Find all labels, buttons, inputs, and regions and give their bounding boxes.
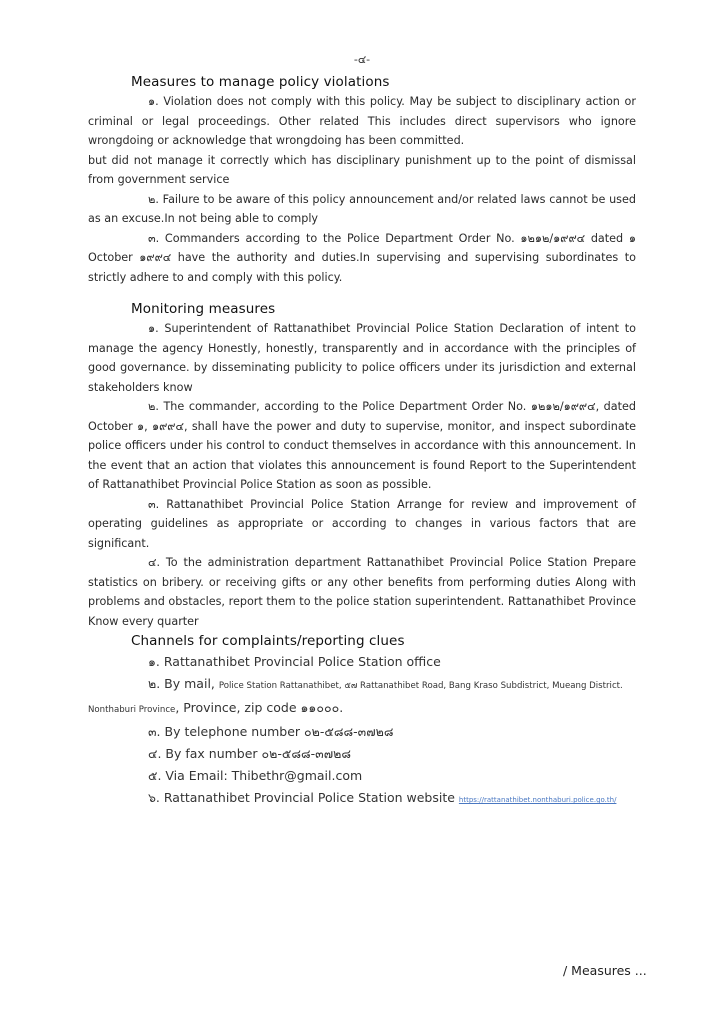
monitoring-item-2-text: ๒. The commander, according to the Police Department Order No. ๑๒๑๒/๑๙๙๔, dated October ๑, ๑๙๙๔, shall have the power and duty to supervise, monitor, and inspect subordinate police officers under his control to conduct themselves in accordance with this announcement. In the event that an action that violates this announcement is found Report to the Superintendent of Rattanathibet Provincial Police Station as soon as possible. [88, 400, 636, 491]
channel-item-website [148, 787, 636, 811]
channel-item-mail [148, 673, 636, 697]
channel-website-label: ๖. Rattanathibet Provincial Police Station website [148, 790, 459, 805]
channel-mail-address: Police Station Rattanathibet, ๕๗ Rattanathibet Road, Bang Kraso Subdistrict, Mueang District. [218, 681, 623, 691]
monitoring-item-1-text: ๑. Superintendent of Rattanathibet Provincial Police Station Declaration of intent to manage the agency Honestly, honestly, transparently and in accordance with the principles of good governance. by disseminating publicity to police officers under its jurisdiction and external stakeholders know [88, 322, 636, 394]
section-heading-channels: Channels for complaints/reporting clues [131, 633, 405, 649]
channel-item-mail-continued [88, 697, 636, 721]
spacer [88, 287, 636, 299]
page-number: -๔- [353, 53, 371, 66]
violations-item-3 [88, 229, 636, 288]
monitoring-item-1 [88, 319, 636, 397]
violations-item-1-text: ๑. Violation does not comply with this policy. May be subject to disciplinary action or criminal or legal proceedings. Other related This includes direct supervisors who ignore wrongdoing or acknowledge that wrongdoing has been committed. [88, 95, 636, 147]
channel-item-email: ๕. Via Email: Thibethr@gmail.com [148, 768, 363, 783]
channel-mail-label: ๒. By mail, [148, 676, 219, 691]
violations-item-3-text: ๓. Commanders according to the Police Department Order No. ๑๒๑๒/๑๙๙๔ dated ๑ October ๑๙๙๔ have the authority and duties.In supervising and supervising subordinates to strictly adhere to and comply with this policy. [88, 231, 636, 284]
violations-item-2-text: ๒. Failure to be aware of this policy announcement and/or related laws cannot be used as an excuse.In not being able to comply [88, 192, 636, 225]
section-heading-monitoring: Monitoring measures [131, 301, 276, 317]
website-link[interactable]: https://rattanathibet.nonthaburi.police.go.th/ [458, 796, 617, 804]
monitoring-item-4-text: ๔. To the administration department Rattanathibet Provincial Police Station Prepare statistics on bribery. or receiving gifts or any other benefits from performing duties Along with problems and obstacles, report them to the police station superintendent. Rattanathibet Province Know every quarter [88, 556, 636, 628]
document-body [88, 72, 636, 811]
monitoring-item-2 [88, 397, 636, 495]
channel-item-fax: ๔. By fax number ๐๒-๕๘๘-๓๗๒๘ [148, 746, 352, 761]
monitoring-item-3-text: ๓. Rattanathibet Provincial Police Station Arrange for review and improvement of operating guidelines as appropriate or according to changes in various factors that are significant. [88, 497, 636, 550]
channel-mail-zip: , Province, zip code ๑๑๐๐๐. [175, 700, 344, 715]
violations-item-1 [88, 92, 636, 151]
violations-item-1-continued: but did not manage it correctly which has disciplinary punishment up to the point of dismissal from government service [88, 153, 636, 186]
channel-mail-province: Nonthaburi Province [88, 705, 176, 715]
section-heading-violations: Measures to manage policy violations [131, 74, 390, 90]
channel-item-office: ๑. Rattanathibet Provincial Police Station office [148, 654, 441, 669]
footer-continuation: / Measures ... [563, 963, 647, 978]
violations-item-2 [88, 190, 636, 229]
monitoring-item-4 [88, 553, 636, 631]
channel-item-telephone: ๓. By telephone number ๐๒-๕๘๘-๓๗๒๘ [148, 724, 394, 739]
monitoring-item-3 [88, 495, 636, 554]
